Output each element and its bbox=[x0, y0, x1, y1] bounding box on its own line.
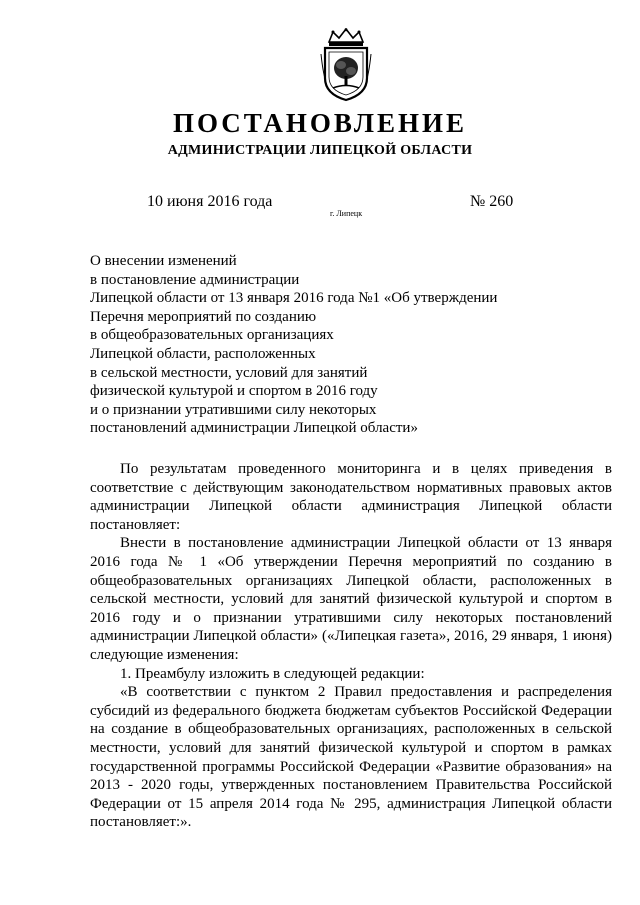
document-body bbox=[90, 460, 612, 832]
subject-line: и о признании утратившими силу некоторых bbox=[90, 401, 377, 418]
body-paragraph: «В соответствии с пунктом 2 Правил предоставления и распределения субсидий из федерального бюджета бюджетам субъектов Российской Федерации на создание в общеобразовательных организациях, расположенных в сельской местности, условий для занятий физической культурой и спортом в рамках государственной программы Российской Федерации «Развитие образования» на 2013 - 2020 годы, утвержденных постановлением Правительства Российской Федерации от 15 апреля 2014 года № 295, администрация Липецкой области постановляет:». bbox=[90, 684, 612, 831]
document-title: ПОСТАНОВЛЕНИЕ bbox=[172, 108, 468, 138]
document-date: 10 июня 2016 года bbox=[147, 193, 273, 210]
lipetsk-region-coat-of-arms-icon bbox=[319, 28, 373, 102]
body-paragraph: 1. Преамбулу изложить в следующей редакции: bbox=[120, 665, 425, 682]
subject-line: Перечня мероприятий по созданию bbox=[90, 308, 317, 325]
subject-line: в сельской местности, условий для занятий bbox=[90, 364, 368, 381]
subject-line: Липецкой области, расположенных bbox=[90, 345, 316, 362]
document-issuer: АДМИНИСТРАЦИИ ЛИПЕЦКОЙ ОБЛАСТИ bbox=[167, 143, 473, 158]
subject-line: О внесении изменений bbox=[90, 253, 237, 269]
subject-line: в общеобразовательных организациях bbox=[90, 327, 334, 344]
subject-line: Липецкой области от 13 января 2016 года №1 «Об утверждении bbox=[90, 290, 498, 307]
document-city: г. Липецк bbox=[330, 209, 363, 218]
document-number: № 260 bbox=[470, 193, 514, 210]
subject-line: физической культурой и спортом в 2016 году bbox=[90, 383, 378, 400]
subject-line: в постановление администрации bbox=[90, 271, 300, 288]
document-subject bbox=[90, 252, 560, 438]
subject-line: постановлений администрации Липецкой области» bbox=[90, 420, 418, 437]
body-paragraph: По результатам проведенного мониторинга и в целях приведения в соответствие с действующим законодательством нормативных правовых актов администрации Липецкой области администрация Липецкой области постановляет: bbox=[90, 461, 612, 533]
body-paragraph: Внести в постановление администрации Липецкой области от 13 января 2016 года № 1 «Об утверждении Перечня мероприятий по созданию в общеобразовательных организациях Липецкой области, расположенных в сельской местности, условий для занятий физической культурой и спортом в 2016 году и о признании утратившими силу некоторых постановлений администрации Липецкой области» («Липецкая газета», 2016, 29 января, 1 июня) следующие изменения: bbox=[90, 535, 612, 663]
